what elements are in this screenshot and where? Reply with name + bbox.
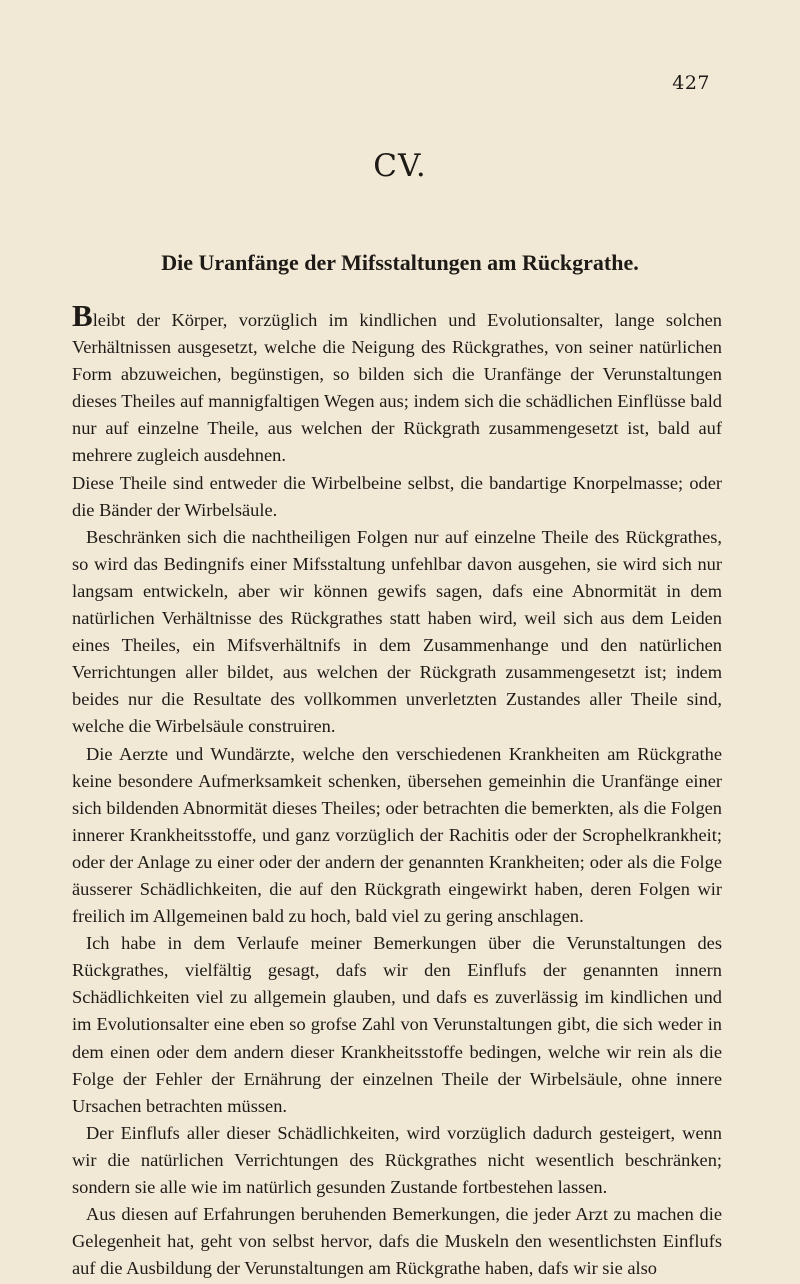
paragraph-5: Ich habe in dem Verlaufe meiner Bemerkungen über die Verunstaltungen des Rückgrathes, vielfältig gesagt, dafs wir den Einflufs der genannten innern Schädlichkeiten viel zu allgemein glauben, und dafs es zuverlässig im kindlichen und im Evolutionsalter eine eben so grofse Zahl von Verunstaltungen gibt, die sich weder in dem einen oder dem andern dieser Krankheitsstoffe bedingen, welche wir rein als die Folge der Fehler der Ernährung der einzelnen Theile der Wirbelsäule, ohne innere Ursachen betrachten müssen. (72, 933, 722, 1116)
paragraph-3: Beschränken sich die nachtheiligen Folgen nur auf einzelne Theile des Rückgrathes, so wird das Bedingnifs einer Mifsstaltung unfehlbar davon ausgehen, sie wird sich nur langsam entwickeln, aber wir können gewifs sagen, dafs eine Abnormität in dem natürlichen Verhältnisse des Rückgrathes statt haben wird, weil sich aus dem Leiden eines Theiles, ein Mifsverhältnifs in dem Zusammenhange und den natürlichen Verrichtungen aller bildet, aus welchen der Rückgrath zusammengesetzt ist; indem beides nur die Resultate des vollkommen unverletzten Zustandes aller Theile sind, welche die Wirbelsäule construiren. (72, 526, 722, 737)
paragraph-1-text: leibt der Körper, vorzüglich im kindlichen und Evolutionsalter, lange solchen Verhältnissen ausgesetzt, welche die Neigung des Rückgrathes, von seiner natürlichen Form abzuweichen, begünstigen, so bilden sich die Uranfänge der Verunstaltungen dieses Theiles auf mannigfaltigen Wegen aus; indem sich die schädlichen Einflüsse bald nur auf einzelne Theile, aus welchen der Rückgrath zusammengesetzt ist, bald auf mehrere zugleich ausdehnen. (72, 310, 722, 466)
chapter-number: CV. (373, 148, 427, 184)
drop-cap: B (72, 298, 93, 333)
page-number: 427 (672, 72, 710, 94)
chapter-title: Die Uranfänge der Mifsstaltungen am Rückgrathe. (161, 250, 639, 275)
paragraph-2: Diese Theile sind entweder die Wirbelbeine selbst, die bandartige Knorpelmasse; oder die Bänder der Wirbelsäule. (72, 472, 722, 520)
body-text (72, 298, 722, 1282)
paragraph-7: Aus diesen auf Erfahrungen beruhenden Bemerkungen, die jeder Arzt zu machen die Gelegenheit hat, geht von selbst hervor, dafs die Muskeln den wesentlichsten Einflufs auf die Ausbildung der Verunstaltungen am Rückgrathe haben, dafs wir sie also (72, 1204, 722, 1279)
paragraph-4: Die Aerzte und Wundärzte, welche den verschiedenen Krankheiten am Rückgrathe keine besondere Aufmerksamkeit schenken, übersehen gemeinhin die Uranfänge einer sich bildenden Abnormität dieses Theiles; oder betrachten die bemerkten, als die Folgen innerer Krankheitsstoffe, und ganz vorzüglich der Rachitis oder der Scrophelkrankheit; oder der Anlage zu einer oder der andern der genannten Krankheiten; oder als die Folge äusserer Schädlichkeiten, die auf den Rückgrath eingewirkt haben, deren Folgen wir freilich im Allgemeinen bald zu hoch, bald viel zu gering anschlagen. (72, 743, 722, 927)
paragraph-1 (72, 298, 722, 470)
paragraph-6: Der Einflufs aller dieser Schädlichkeiten, wird vorzüglich dadurch gesteigert, wenn wir die natürlichen Verrichtungen des Rückgrathes nicht wesentlich beschränken; sondern sie alle wie im natürlich gesunden Zustande fortbestehen lassen. (72, 1122, 722, 1197)
